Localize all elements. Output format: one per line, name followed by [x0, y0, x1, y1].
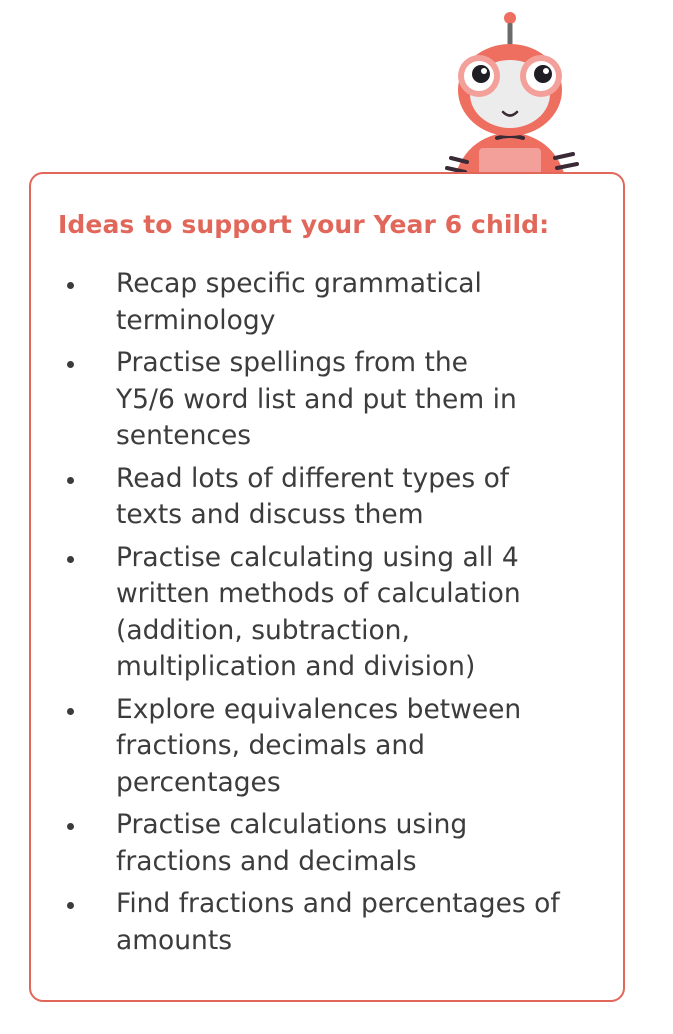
bullet-icon: [67, 902, 74, 909]
bullet-icon: [67, 708, 74, 715]
list-item: [31, 692, 623, 802]
bullet-icon: [67, 361, 74, 368]
list-item-text: Read lots of different types of texts and discuss them: [116, 462, 510, 530]
list-item: [31, 266, 623, 339]
list-item-text: Practise calculating using all 4 written methods of calculation (addition, subtraction, multiplication and division): [116, 541, 521, 682]
list-item-text: Practise spellings from the Y5/6 word list and put them in sentences: [116, 347, 517, 451]
list-item-text: Recap specific grammatical terminology: [116, 268, 482, 336]
bullet-icon: [67, 823, 74, 830]
ideas-list: [31, 266, 623, 965]
list-item-text: Find fractions and percentages of amounts: [116, 888, 560, 956]
card-title: Ideas to support your Year 6 child:: [58, 210, 550, 239]
list-item: [31, 886, 623, 959]
ideas-card: [29, 172, 625, 1002]
list-item-text: Practise calculations using fractions and decimals: [116, 809, 468, 877]
list-item: [31, 345, 623, 455]
bullet-icon: [67, 282, 74, 289]
list-item: [31, 540, 623, 686]
robot-mascot-icon: [437, 8, 607, 178]
bullet-icon: [67, 477, 74, 484]
bullet-icon: [67, 556, 74, 563]
list-item-text: Explore equivalences between fractions, decimals and percentages: [116, 693, 522, 798]
list-item: [31, 461, 623, 534]
list-item: [31, 807, 623, 880]
